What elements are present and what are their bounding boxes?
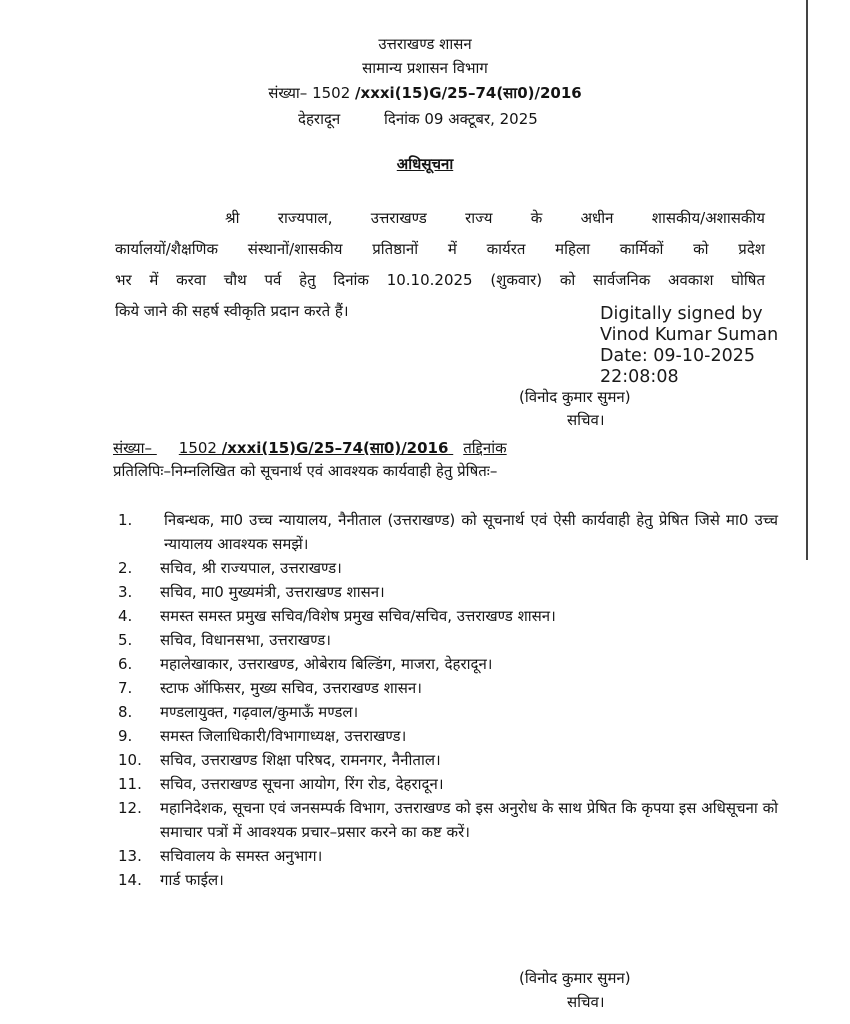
- signatory-designation-bottom: सचिव।: [567, 993, 605, 1011]
- list-item-number: 4.: [118, 607, 133, 625]
- list-item-number: 12.: [118, 799, 142, 817]
- list-item-text: मण्डलायुक्त, गढ़वाल/कुमाऊँ मण्डल।: [160, 703, 359, 721]
- notification-line: श्री राज्यपाल, उत्तराखण्ड राज्य के अधीन शासकीय/अशासकीय: [225, 209, 765, 227]
- list-item: [118, 748, 778, 772]
- list-item-number: 3.: [118, 583, 133, 601]
- list-item-number: 9.: [118, 727, 133, 745]
- list-item: [118, 700, 778, 724]
- list-item-text: सचिव, उत्तराखण्ड शिक्षा परिषद, रामनगर, नैनीताल।: [160, 751, 441, 769]
- header-government: उत्तराखण्ड शासन: [378, 35, 472, 53]
- digital-signature-line3: Date: 09-10-2025: [600, 346, 755, 366]
- header-date: दिनांक 09 अक्टूबर, 2025: [384, 110, 538, 128]
- header-reference: [175, 83, 675, 103]
- digital-signature-line4: 22:08:08: [600, 367, 679, 387]
- header-place: देहरादून: [298, 110, 341, 128]
- list-item-text: समस्त समस्त प्रमुख सचिव/विशेष प्रमुख सचिव/सचिव, उत्तराखण्ड शासन।: [160, 607, 556, 625]
- copy-reference: [113, 438, 507, 458]
- digital-signature-line1: Digitally signed by: [600, 304, 763, 324]
- header-department: सामान्य प्रशासन विभाग: [362, 59, 488, 77]
- copy-ref-prefix: संख्या–: [113, 439, 153, 457]
- notification-line: किये जाने की सहर्ष स्वीकृति प्रदान करते हैं।: [115, 302, 349, 320]
- list-item-number: 8.: [118, 703, 133, 721]
- copy-ref-suffix: /xxxi(15)G/25–74(सा0)/2016: [221, 439, 449, 457]
- signatory-name-bottom: (विनोद कुमार सुमन): [519, 969, 631, 987]
- list-item: [118, 868, 778, 892]
- recipient-list: [118, 508, 778, 892]
- header-ref-suffix: /xxxi(15)G/25–74(सा0)/2016: [355, 84, 582, 102]
- notification-line: कार्यालयों/शैक्षणिक संस्थानों/शासकीय प्रतिष्ठानों में कार्यरत महिला कार्मिकों को प्रदेश: [115, 240, 765, 258]
- list-item-number: 11.: [118, 775, 142, 793]
- list-item: [118, 604, 778, 628]
- list-item-number: 7.: [118, 679, 133, 697]
- list-item: [118, 676, 778, 700]
- list-item-text: निबन्धक, मा0 उच्च न्यायालय, नैनीताल (उत्तराखण्ड) को सूचनार्थ एवं ऐसी कार्यवाही हेतु प्रेषित जिसे मा0 उच्च न्यायालय आवश्यक समझें।: [164, 511, 778, 553]
- list-item-number: 10.: [118, 751, 142, 769]
- list-item-number: 1.: [118, 511, 133, 529]
- digital-signature-line2: Vinod Kumar Suman: [600, 325, 779, 345]
- list-item-text: महालेखाकार, उत्तराखण्ड, ओबेराय बिल्डिंग, माजरा, देहरादून।: [160, 655, 493, 673]
- signatory-name-top: (विनोद कुमार सुमन): [519, 388, 631, 406]
- list-item: [118, 796, 778, 844]
- scan-edge-line: [806, 0, 808, 560]
- notification-title: अधिसूचना: [396, 155, 454, 173]
- copy-ref-number: 1502: [178, 439, 217, 457]
- copy-intro: प्रतिलिपिः–निम्नलिखित को सूचनार्थ एवं आवश्यक कार्यवाही हेतु प्रेषितः–: [113, 462, 498, 480]
- list-item-text: सचिव, मा0 मुख्यमंत्री, उत्तराखण्ड शासन।: [160, 583, 385, 601]
- list-item-text: समस्त जिलाधिकारी/विभागाध्यक्ष, उत्तराखण्ड।: [160, 727, 407, 745]
- copy-ref-date: तद्दिनांक: [463, 439, 507, 457]
- list-item: [118, 556, 778, 580]
- list-item: [118, 652, 778, 676]
- list-item: [118, 628, 778, 652]
- list-item-number: 14.: [118, 871, 142, 889]
- list-item: [118, 508, 778, 556]
- list-item-number: 13.: [118, 847, 142, 865]
- signatory-designation-top: सचिव।: [567, 411, 605, 429]
- header-ref-prefix: संख्या–: [268, 84, 308, 102]
- list-item: [118, 724, 778, 748]
- list-item-number: 5.: [118, 631, 133, 649]
- list-item-text: स्टाफ ऑफिसर, मुख्य सचिव, उत्तराखण्ड शासन।: [160, 679, 422, 697]
- list-item-text: सचिव, श्री राज्यपाल, उत्तराखण्ड।: [160, 559, 342, 577]
- list-item-text: सचिव, विधानसभा, उत्तराखण्ड।: [160, 631, 331, 649]
- notification-line: भर में करवा चौथ पर्व हेतु दिनांक 10.10.2025 (शुकवार) को सार्वजनिक अवकाश घोषित: [115, 271, 765, 289]
- list-item-text: सचिव, उत्तराखण्ड सूचना आयोग, रिंग रोड, देहरादून।: [160, 775, 444, 793]
- list-item-text: गार्ड फाईल।: [160, 871, 224, 889]
- list-item-text: सचिवालय के समस्त अनुभाग।: [160, 847, 323, 865]
- list-item-number: 2.: [118, 559, 133, 577]
- list-item-number: 6.: [118, 655, 133, 673]
- list-item: [118, 772, 778, 796]
- list-item: [118, 844, 778, 868]
- header-ref-number: 1502: [312, 84, 351, 102]
- list-item-text: महानिदेशक, सूचना एवं जनसम्पर्क विभाग, उत्तराखण्ड को इस अनुरोध के साथ प्रेषित कि कृपया इस अधिसूचना को समाचार पत्रों में आवश्यक प्रचार–प्रसार करने का कष्ट करें।: [160, 799, 778, 841]
- list-item: [118, 580, 778, 604]
